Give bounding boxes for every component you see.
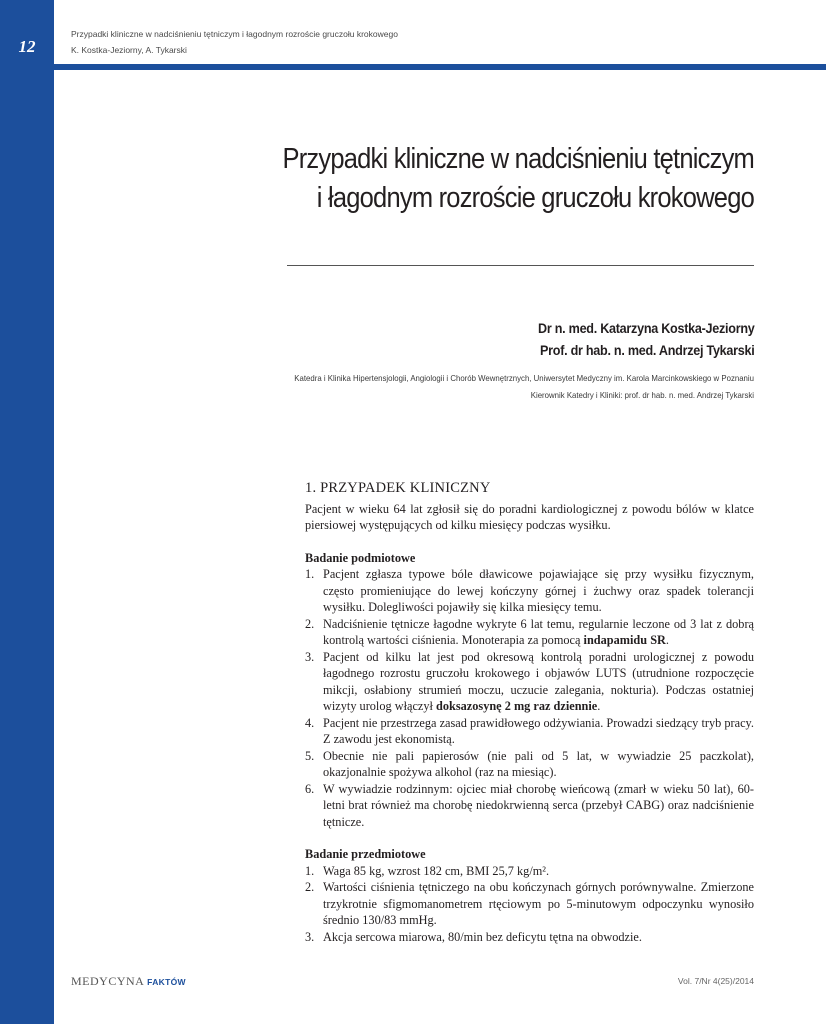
- affiliation-line-2: Kierownik Katedry i Kliniki: prof. dr hab. n. med. Andrzej Tykarski: [530, 390, 754, 400]
- list-number: 2.: [305, 616, 315, 631]
- list-item: [305, 879, 754, 929]
- journal-logo: [71, 974, 186, 989]
- list-item-text: Wartości ciśnienia tętniczego na obu kończynach górnych porównywalne. Zmierzone trzykrotnie sfigmomanometrem rtęciowym po 5-minutowym odpoczynku wynosiło średnio 130/83 mmHg.: [323, 880, 754, 927]
- list-item: [305, 929, 754, 946]
- running-title: Przypadki kliniczne w nadciśnieniu tętniczym i łagodnym rozroście gruczołu krokowego: [71, 29, 398, 39]
- list-number: 4.: [305, 715, 315, 730]
- list-number: 1.: [305, 863, 315, 878]
- list-item: [305, 616, 754, 649]
- drug-dose: doksazosynę 2 mg raz dziennie: [436, 699, 598, 713]
- intro-paragraph: Pacjent w wieku 64 lat zgłosił się do poradni kardiologicznej z powodu bólów w klatce piersiowej występujących od kilku miesięcy podczas wysiłku.: [305, 501, 754, 532]
- list-item: [305, 863, 754, 880]
- list-item-text: Akcja sercowa miarowa, 80/min bez deficytu tętna na obwodzie.: [323, 929, 642, 944]
- list-item-text: W wywiadzie rodzinnym: ojciec miał chorobę wieńcową (zmarł w wieku 50 lat), 60-letni brat również ma chorobę niedokrwienną serca (przebył CABG) oraz nadciśnienie tętnicze.: [323, 781, 754, 829]
- header-rule-bar: [54, 64, 826, 70]
- volume-info: Vol. 7/Nr 4(25)/2014: [677, 976, 754, 986]
- journal-logo-main: MEDYCYNA: [71, 974, 144, 988]
- drug-name: indapamidu SR: [583, 633, 666, 647]
- list-item-text: Pacjent nie przestrzega zasad prawidłowego odżywiania. Prowadzi siedzący tryb pracy. Z zawodu jest ekonomistą.: [323, 715, 754, 746]
- list-item-text: Pacjent zgłasza typowe bóle dławicowe pojawiające się przy wysiłku fizycznym, często promieniujące do lewej kończyny górnej i żuchwy oraz spadek tolerancji wysiłku. Dolegliwości pojawiły się kilka miesięcy temu.: [323, 567, 754, 614]
- author-2: Prof. dr hab. n. med. Andrzej Tykarski: [539, 342, 754, 358]
- list-item: [305, 649, 754, 715]
- title-line-1: Przypadki kliniczne w nadciśnieniu tętniczym: [282, 143, 754, 175]
- list-item-text: Waga 85 kg, wzrost 182 cm, BMI 25,7 kg/m².: [323, 863, 550, 878]
- list-item: [305, 781, 754, 831]
- list-item-text: Obecnie nie pali papierosów (nie pali od 5 lat, w wywiadzie 25 paczkolat), okazjonalnie spożywa alkohol (raz na miesiąc).: [323, 748, 754, 779]
- list-number: 6.: [305, 781, 315, 796]
- affiliation: [202, 370, 754, 404]
- list-item: [305, 566, 754, 616]
- list-number: 3.: [305, 929, 315, 944]
- running-head: [71, 26, 398, 58]
- running-authors: K. Kostka-Jeziorny, A. Tykarski: [71, 45, 187, 55]
- list-item-text-end: .: [597, 699, 601, 713]
- subjective-exam-heading: Badanie podmiotowe: [305, 550, 416, 565]
- objective-exam-list: [305, 863, 754, 946]
- title-divider: [287, 265, 754, 266]
- list-number: 2.: [305, 880, 315, 894]
- author-1: Dr n. med. Katarzyna Kostka-Jeziorny: [537, 320, 754, 336]
- left-sidebar-band: [0, 0, 54, 1024]
- article-body: [305, 480, 754, 945]
- list-item: [305, 715, 754, 748]
- subjective-exam-list: [305, 566, 754, 830]
- author-list: [538, 317, 754, 361]
- section-heading: 1. PRZYPADEK KLINICZNY: [305, 480, 491, 496]
- journal-logo-sub: FAKTÓW: [147, 977, 186, 987]
- objective-exam-heading: Badanie przedmiotowe: [305, 847, 426, 861]
- list-number: 3.: [305, 649, 315, 664]
- page-number: 12: [18, 37, 36, 56]
- list-number: 1.: [305, 567, 315, 581]
- list-item: [305, 748, 754, 781]
- title-line-2: i łagodnym rozroście gruczołu krokowego: [316, 182, 754, 214]
- affiliation-line-1: Katedra i Klinika Hipertensjologii, Angiologii i Chorób Wewnętrznych, Uniwersytet Medyczny im. Karola Marcinkowskiego w Poznaniu: [294, 373, 754, 383]
- list-item-text-end: .: [665, 633, 669, 647]
- list-item-text: Pacjent od kilku lat jest pod okresową kontrolą poradni urologicznej z powodu łagodnego rozrostu gruczołu krokowego i objawów LUTS (utrudnione rozpoczęcie mikcji, osłabiony strumień moczu, uczucie zalegania, nokturia). Podczas ostatniej wizyty urolog włączył: [323, 649, 754, 713]
- article-title: [261, 140, 754, 218]
- list-item-text: Nadciśnienie tętnicze łagodne wykryte 6 lat temu, regularnie leczone od 3 lat z dobrą kontrolą wartości ciśnienia. Monoterapia za pomocą: [323, 616, 754, 647]
- list-number: 5.: [305, 748, 315, 763]
